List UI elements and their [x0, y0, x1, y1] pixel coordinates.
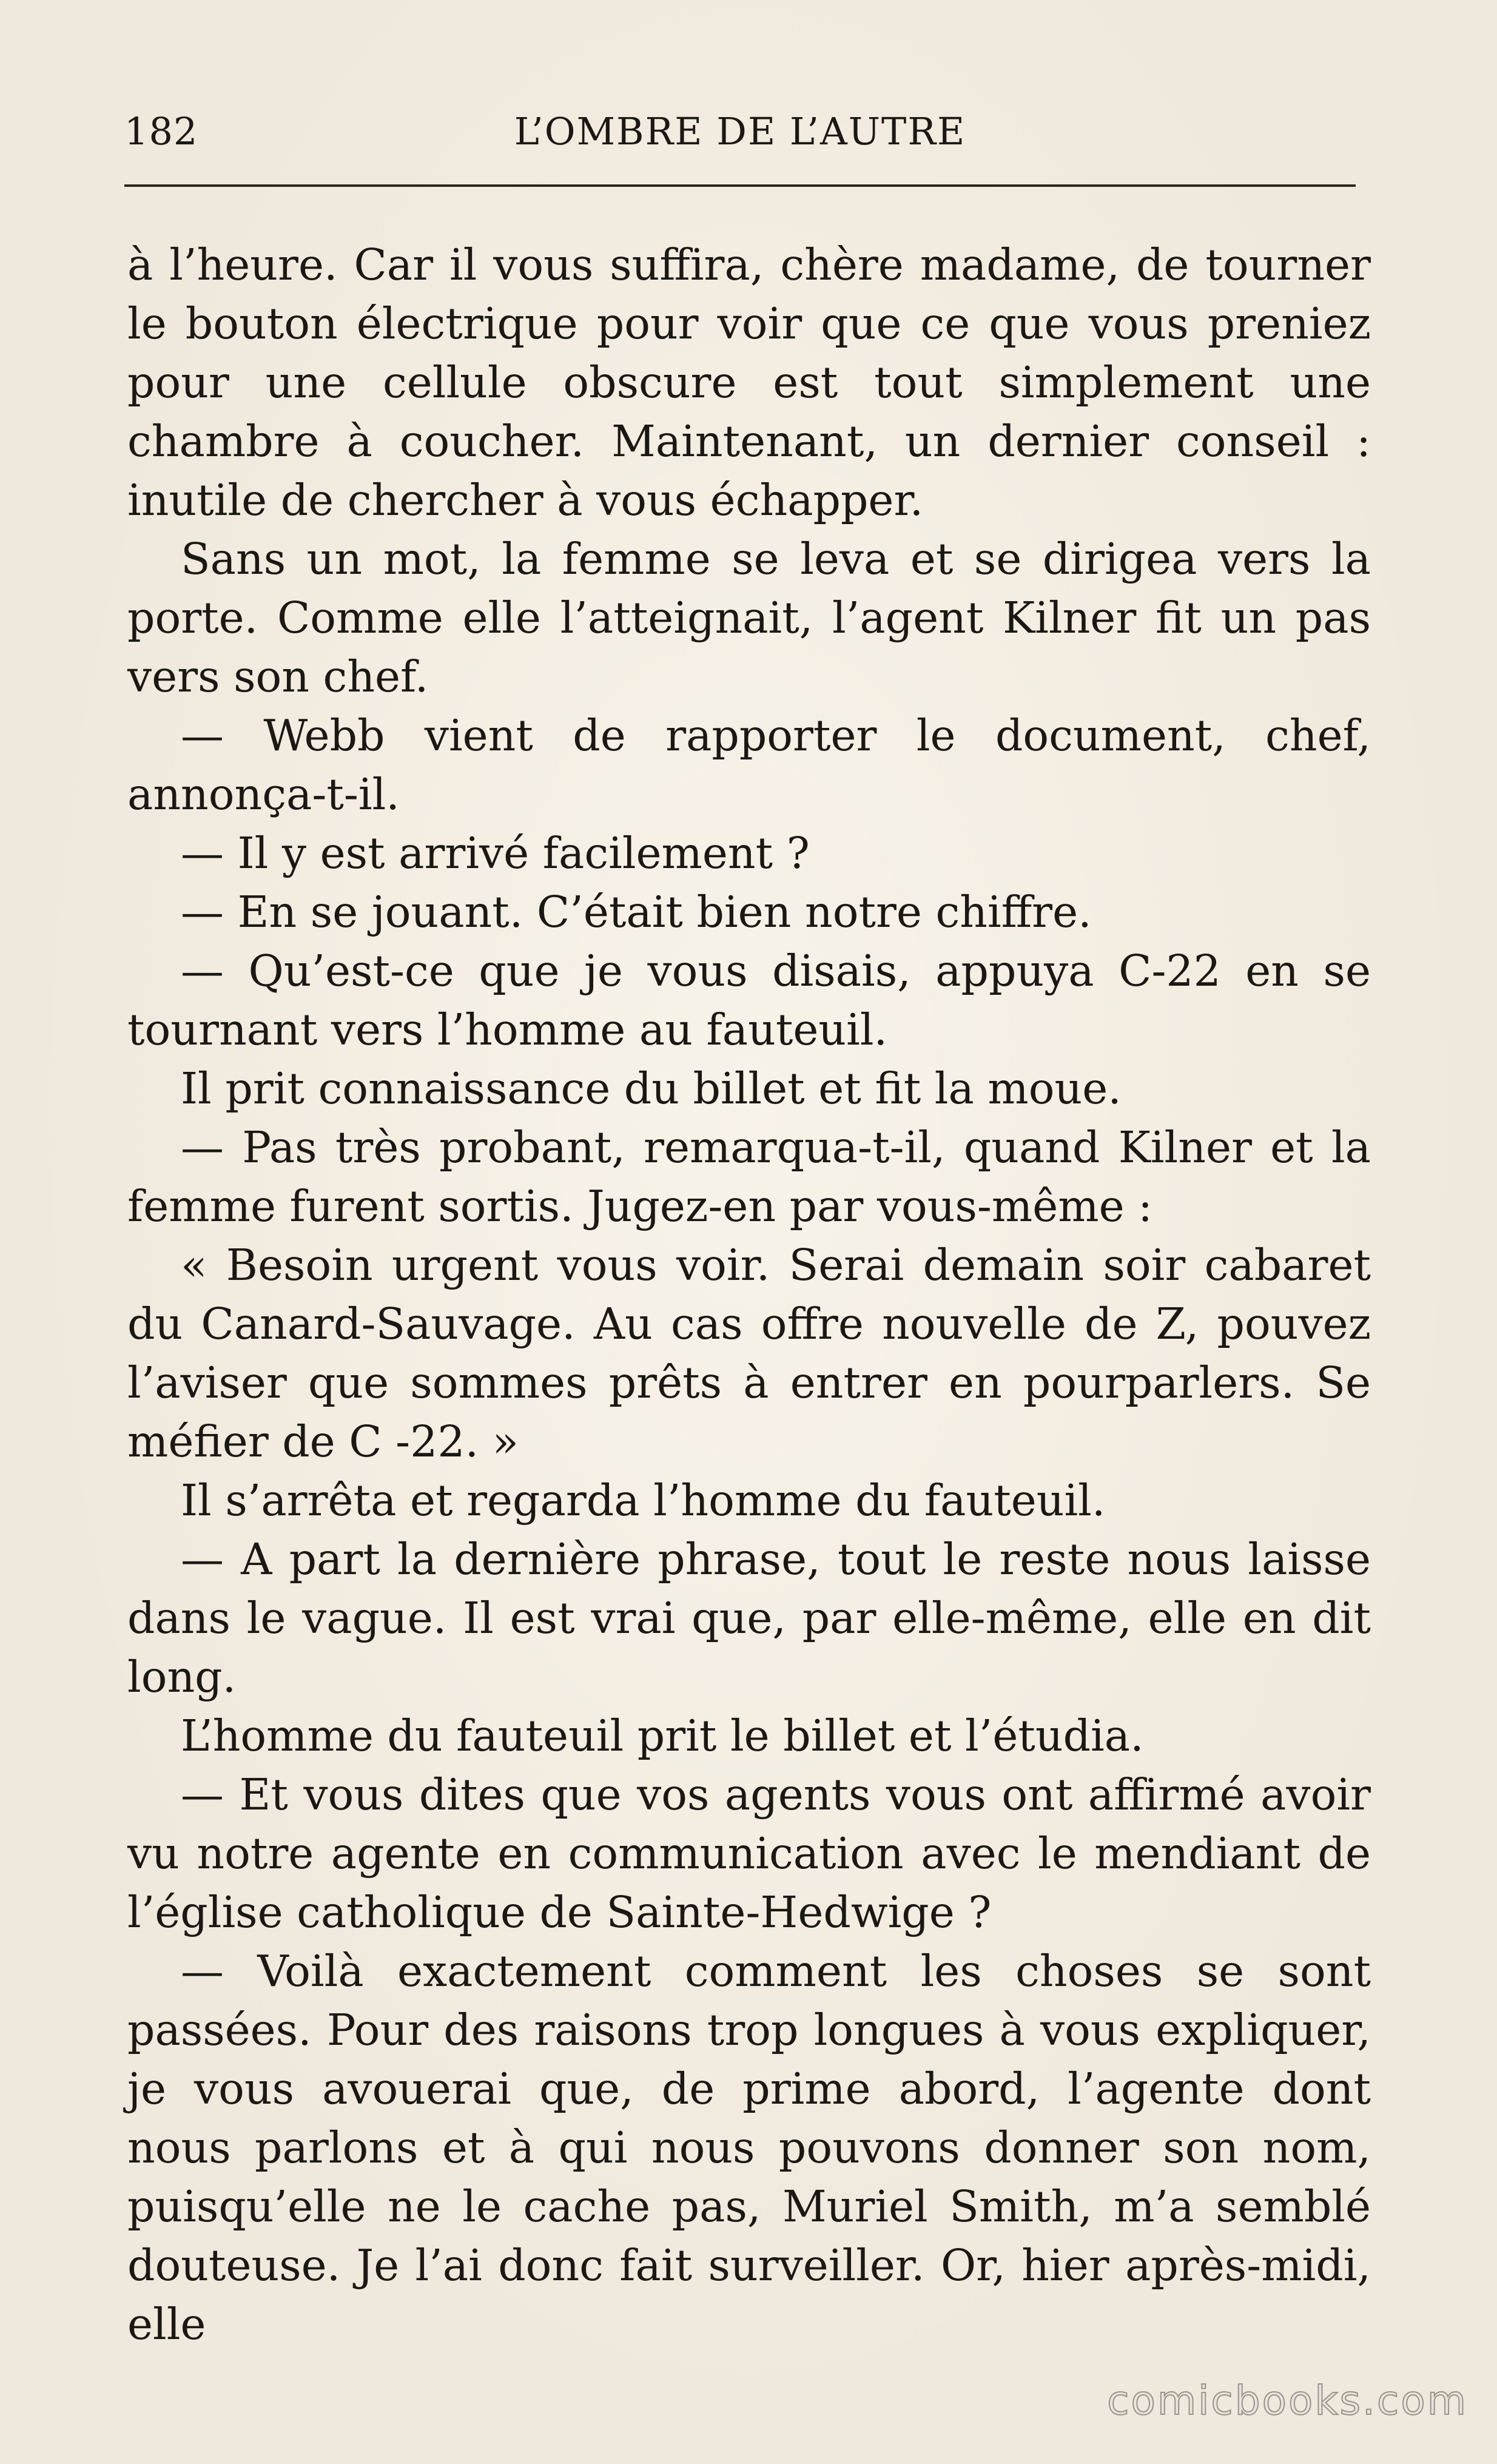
watermark: comicbooks.com [1107, 2377, 1468, 2424]
dialogue-line: — Et vous dites que vos agents vous ont affirmé avoir vu notre agente en communication avec le mendiant de l’église catholique de Sainte-Hedwige ? [127, 1769, 1371, 1937]
paragraph: à l’heure. Car il vous suffira, chère madame, de tourner le bouton électrique pour voir que ce que vous preniez pour une cellule obscure est tout simplement une chambre à coucher. Maintenant, un dernier conseil : inutile de chercher à vous échapper. [127, 240, 1371, 525]
page-number: 182 [124, 109, 198, 153]
dialogue-line: — Voilà exactement comment les choses se sont passées. Pour des raisons trop longues à vous expliquer, je vous avouerai que, de prime abord, l’agente dont nous parlons et à qui nous pouvons donner son nom, puisqu’elle ne le cache pas, Muriel Smith, m’a semblé douteuse. Je l’ai donc fait surveiller. Or, hier après-midi, elle [127, 1946, 1371, 2349]
quoted-message: « Besoin urgent vous voir. Serai demain soir cabaret du Canard-Sauvage. Au cas offre nouvelle de Z, pouvez l’aviser que sommes prêts à entrer en pourparlers. Se méfier de C -22. » [127, 1240, 1371, 1467]
dialogue-line: — Il y est arrivé facilement ? [181, 828, 810, 878]
paragraph: L’homme du fauteuil prit le billet et l’étudia. [181, 1711, 1144, 1761]
body-text [127, 235, 1371, 2354]
paragraph: Il s’arrêta et regarda l’homme du fauteuil. [181, 1475, 1106, 1526]
dialogue-line: — Qu’est-ce que je vous disais, appuya C-22 en se tournant vers l’homme au fauteuil. [127, 946, 1371, 1055]
dialogue-line: — Webb vient de rapporter le document, chef, annonça-t-il. [127, 710, 1371, 820]
dialogue-line: — Pas très probant, remarqua-t-il, quand Kilner et la femme furent sortis. Jugez-en par vous-même : [127, 1122, 1371, 1231]
header-rule [124, 184, 1356, 187]
running-head [124, 103, 1356, 170]
dialogue-line: — En se jouant. C’était bien notre chiffre. [181, 887, 1092, 937]
book-title: L’OMBRE DE L’AUTRE [514, 109, 966, 153]
paragraph: Il prit connaissance du billet et fit la moue. [181, 1063, 1122, 1114]
paragraph: Sans un mot, la femme se leva et se dirigea vers la porte. Comme elle l’atteignait, l’agent Kilner fit un pas vers son chef. [127, 534, 1371, 702]
dialogue-line: — A part la dernière phrase, tout le reste nous laisse dans le vague. Il est vrai que, par elle-même, elle en dit long. [127, 1534, 1371, 1702]
